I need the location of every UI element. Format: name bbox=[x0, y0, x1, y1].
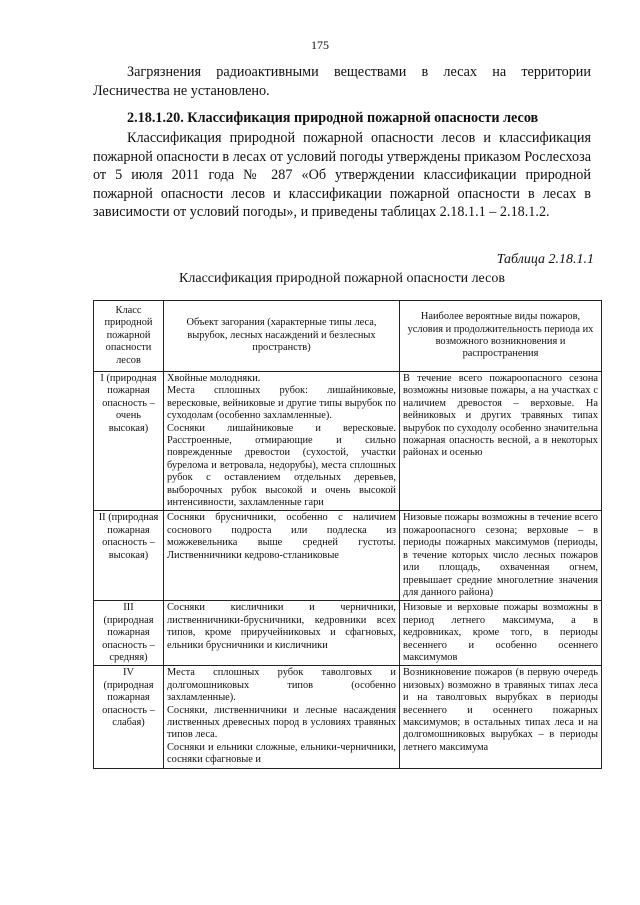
body-paragraph: Классификация природной пожарной опасности лесов и классификация пожарной опасности в лесах от условий погоды утверждены приказом Рослесхоза от 5 июля 2011 года № 287 «Об утверждении классификации природной пожарной опасности лесов и классификации пожарной опасности в лесах в зависимости от условий погоды», и приведены таблицах 2.18.1.1 – 2.18.1.2. bbox=[93, 130, 591, 221]
header-object: Объект загорания (характерные типы леса, вырубок, лесных насаждений и безлесных пространств) bbox=[164, 301, 400, 372]
row-object-cell bbox=[164, 666, 400, 768]
object-line: Сосняки, лиственничники и лесные насаждения лиственных древесных пород в условиях травяных типов леса. bbox=[167, 704, 396, 741]
table-row bbox=[94, 601, 602, 666]
row-fires-cell: В течение всего пожароопасного сезона возможны низовые пожары, а на участках с наличием древостоя – верховые. На вейниковых и других травяных типах вырубок по суходолу особенно значительна пожарная опасность весной, а в некоторых районах и осенью bbox=[400, 372, 602, 511]
object-line: Сосняки кисличники и черничники, лиственничники-брусничники, кедровники всех типов, кроме приручейниковых и сфагновых, ельники брусничники и кисличники bbox=[167, 602, 396, 651]
object-line: Хвойные молодняки. bbox=[167, 373, 261, 384]
header-fires: Наиболее вероятные виды пожаров, условия и продолжительность периода их возможного возникновения и распространения bbox=[400, 301, 602, 372]
table-header-row bbox=[94, 301, 602, 372]
object-line: Сосняки лишайниковые и вересковые. Расстроенные, отмирающие и сильно поврежденные древостои (сухостой, участки бурелома и ветровала, недорубы), места сплошных рубок с оставлением отдельных деревьев, выборочных рубок высокой и очень высокой интенсивности, захламленные гари bbox=[167, 422, 396, 509]
intro-paragraph: Загрязнения радиоактивными веществами в лесах на территории Лесничества не установлено. bbox=[93, 64, 591, 99]
row-object-cell bbox=[164, 601, 400, 666]
table-row bbox=[94, 511, 602, 601]
row-class-cell: III (природная пожарная опасность – средняя) bbox=[94, 601, 164, 666]
section-heading: 2.18.1.20. Классификация природной пожарной опасности лесов bbox=[127, 110, 539, 126]
row-class-cell: I (природная пожарная опасность – очень высокая) bbox=[94, 372, 164, 511]
row-class-cell: II (природная пожарная опасность – высокая) bbox=[94, 511, 164, 601]
table-title: Классификация природной пожарной опасности лесов bbox=[179, 271, 505, 286]
object-line: Места сплошных рубок таволговых и долгомошниковых типов (особенно захламленные). bbox=[167, 667, 396, 704]
row-object-cell bbox=[164, 511, 400, 601]
table-row bbox=[94, 372, 602, 511]
table-caption-number: Таблица 2.18.1.1 bbox=[496, 252, 594, 267]
row-class-cell: IV (природная пожарная опасность – слабая) bbox=[94, 666, 164, 768]
object-line: Места сплошных рубок: лишайниковые, вересковые, вейниковые и другие типы вырубок по суходолам (особенно захламленные). bbox=[167, 385, 396, 422]
row-fires-cell: Низовые пожары возможны в течение всего пожароопасного сезона; верховые – в периоды пожарных максимумов (периоды, в течение которых число лесных пожаров или площадь, охваченная огнем, превышает средние многолетние значения для данного района) bbox=[400, 511, 602, 601]
row-fires-cell: Низовые и верховые пожары возможны в период летнего максимума, а в кедровниках, кроме того, в периоды весеннего и особенно осеннего максимумов bbox=[400, 601, 602, 666]
object-line: Сосняки брусничники, особенно с наличием соснового подроста или подлеска из можжевельника выше средней густоты. Лиственничники кедрово-стланиковые bbox=[167, 512, 396, 561]
object-line: Сосняки и ельники сложные, ельники-черничники, сосняки сфагновые и bbox=[167, 741, 396, 766]
row-object-cell bbox=[164, 372, 400, 511]
row-fires-cell: Возникновение пожаров (в первую очередь низовых) возможно в травяных типах леса и на таволговых вырубках в периоды весеннего и осеннего пожарных максимумов; в остальных типах леса и на долгомошниковых вырубках – в периоды летнего максимума bbox=[400, 666, 602, 768]
page-number: 175 bbox=[311, 38, 329, 52]
table-row bbox=[94, 666, 602, 768]
fire-danger-table bbox=[93, 300, 602, 769]
header-class: Класс природной пожарной опасности лесов bbox=[94, 301, 164, 372]
